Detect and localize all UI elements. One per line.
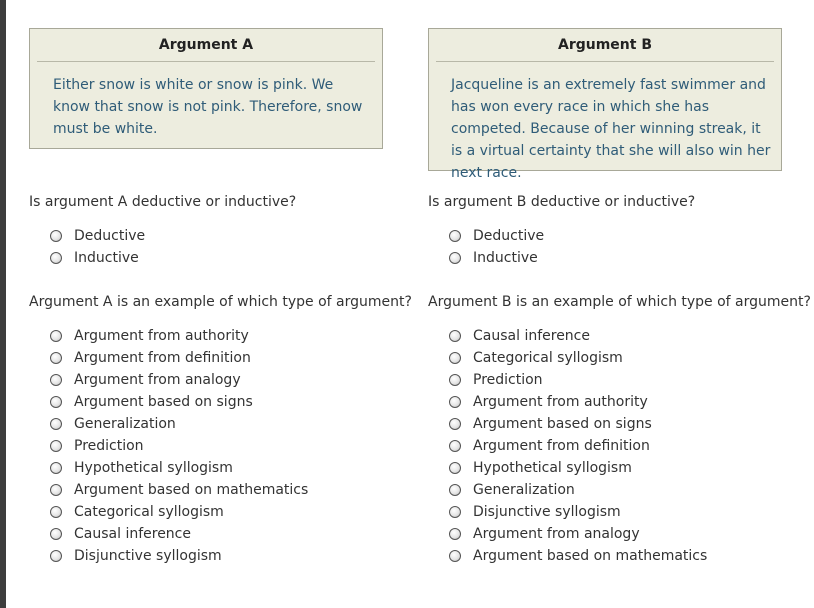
option-label: Argument from definition: [74, 350, 251, 366]
radio-button-icon[interactable]: [50, 396, 62, 408]
option-label: Categorical syllogism: [74, 504, 224, 520]
a-q2-option[interactable]: [50, 391, 308, 413]
option-label: Argument based on signs: [74, 394, 253, 410]
a-q2-option[interactable]: [50, 545, 308, 567]
b-q1-option[interactable]: [449, 247, 544, 269]
argument-b-q1: Is argument B deductive or inductive?: [428, 194, 696, 210]
window-left-edge: [0, 0, 6, 608]
a-q2-option[interactable]: [50, 435, 308, 457]
radio-button-icon[interactable]: [50, 462, 62, 474]
option-label: Argument from definition: [473, 438, 650, 454]
a-q2-option[interactable]: [50, 369, 308, 391]
b-q2-option[interactable]: [449, 391, 707, 413]
b-q2-option[interactable]: [449, 545, 707, 567]
argument-b-column: [428, 28, 811, 564]
option-label: Inductive: [74, 250, 139, 266]
argument-b-q1-options: [449, 225, 544, 269]
option-label: Argument based on mathematics: [473, 548, 708, 564]
radio-button-icon[interactable]: [449, 462, 461, 474]
b-q2-option[interactable]: [449, 435, 707, 457]
radio-button-icon[interactable]: [50, 330, 62, 342]
option-label: Generalization: [473, 482, 575, 498]
radio-button-icon[interactable]: [50, 440, 62, 452]
option-label: Deductive: [473, 228, 545, 244]
argument-b-q2: Argument B is an example of which type of argument?: [428, 294, 811, 310]
b-q2-option[interactable]: [449, 347, 707, 369]
a-q2-option[interactable]: [50, 501, 308, 523]
a-q2-option[interactable]: [50, 457, 308, 479]
radio-button-icon[interactable]: [50, 252, 62, 264]
b-q2-option[interactable]: [449, 369, 707, 391]
radio-button-icon[interactable]: [449, 440, 461, 452]
argument-a-text: Either snow is white or snow is pink. We know that snow is not pink. Therefore, snow must be white.: [53, 77, 363, 137]
radio-button-icon[interactable]: [449, 528, 461, 540]
radio-button-icon[interactable]: [449, 330, 461, 342]
a-q2-option[interactable]: [50, 479, 308, 501]
option-label: Deductive: [74, 228, 146, 244]
a-q2-option[interactable]: [50, 523, 308, 545]
radio-button-icon[interactable]: [50, 352, 62, 364]
argument-b-text: Jacqueline is an extremely fast swimmer and has won every race in which she has competed. Because of her winning streak, it is a virtual certainty that she will also win her next race.: [451, 77, 771, 181]
radio-button-icon[interactable]: [449, 230, 461, 242]
b-q2-option[interactable]: [449, 523, 707, 545]
option-label: Disjunctive syllogism: [473, 504, 621, 520]
option-label: Argument from authority: [473, 394, 648, 410]
a-q2-option[interactable]: [50, 325, 308, 347]
b-q2-option[interactable]: [449, 413, 707, 435]
option-label: Generalization: [74, 416, 176, 432]
a-q1-option[interactable]: [50, 247, 145, 269]
argument-a-q1-options: [50, 225, 145, 269]
option-label: Disjunctive syllogism: [74, 548, 222, 564]
option-label: Hypothetical syllogism: [473, 460, 632, 476]
option-label: Inductive: [473, 250, 538, 266]
radio-button-icon[interactable]: [449, 418, 461, 430]
radio-button-icon[interactable]: [449, 484, 461, 496]
argument-b-q2-options: [449, 325, 707, 567]
argument-b-title: Argument B: [436, 29, 774, 62]
a-q2-option[interactable]: [50, 413, 308, 435]
b-q1-option[interactable]: [449, 225, 544, 247]
argument-a-title: Argument A: [37, 29, 375, 62]
option-label: Hypothetical syllogism: [74, 460, 233, 476]
option-label: Argument from analogy: [74, 372, 241, 388]
option-label: Prediction: [473, 372, 543, 388]
argument-a-q1: Is argument A deductive or inductive?: [29, 194, 297, 210]
radio-button-icon[interactable]: [50, 506, 62, 518]
radio-button-icon[interactable]: [50, 484, 62, 496]
option-label: Argument from authority: [74, 328, 249, 344]
radio-button-icon[interactable]: [449, 352, 461, 364]
option-label: Prediction: [74, 438, 144, 454]
a-q1-option[interactable]: [50, 225, 145, 247]
argument-b-box: [428, 28, 782, 181]
option-label: Argument from analogy: [473, 526, 640, 542]
argument-a-q2-options: [50, 325, 308, 567]
a-q2-option[interactable]: [50, 347, 308, 369]
option-label: Argument based on mathematics: [74, 482, 309, 498]
radio-button-icon[interactable]: [449, 396, 461, 408]
option-label: Causal inference: [74, 526, 191, 542]
radio-button-icon[interactable]: [449, 252, 461, 264]
b-q2-option[interactable]: [449, 457, 707, 479]
b-q2-option[interactable]: [449, 479, 707, 501]
radio-button-icon[interactable]: [449, 506, 461, 518]
radio-button-icon[interactable]: [50, 528, 62, 540]
b-q2-option[interactable]: [449, 325, 707, 347]
option-label: Argument based on signs: [473, 416, 652, 432]
radio-button-icon[interactable]: [449, 550, 461, 562]
b-q2-option[interactable]: [449, 501, 707, 523]
radio-button-icon[interactable]: [50, 550, 62, 562]
option-label: Causal inference: [473, 328, 590, 344]
radio-button-icon[interactable]: [50, 374, 62, 386]
argument-a-q2: Argument A is an example of which type of argument?: [29, 294, 412, 310]
argument-a-box: [29, 28, 383, 149]
option-label: Categorical syllogism: [473, 350, 623, 366]
argument-a-column: [29, 28, 412, 564]
radio-button-icon[interactable]: [50, 230, 62, 242]
radio-button-icon[interactable]: [50, 418, 62, 430]
radio-button-icon[interactable]: [449, 374, 461, 386]
